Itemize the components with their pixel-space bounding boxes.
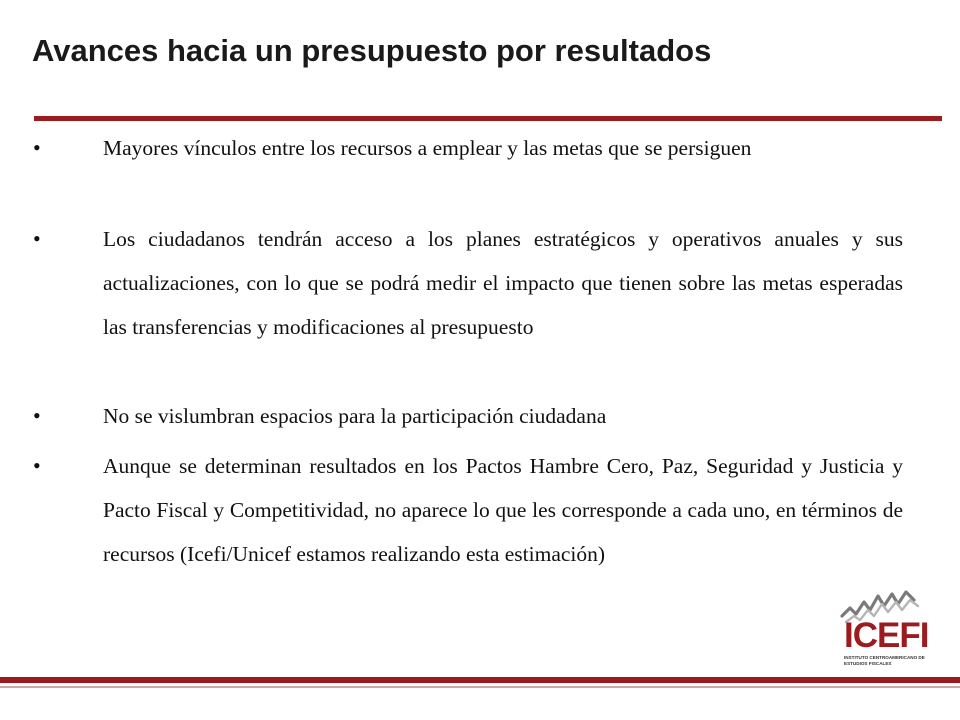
icefi-logo — [838, 586, 938, 678]
bullet-text: Mayores vínculos entre los recursos a emplear y las metas que se persiguen — [103, 136, 752, 160]
bullet-marker: • — [33, 403, 41, 428]
bullet-text: No se vislumbran espacios para la participación ciudadana — [103, 404, 607, 428]
title-divider — [34, 116, 942, 121]
bullet-text: Los ciudadanos tendrán acceso a los planes estratégicos y operativos anuales y sus actualizaciones, con lo que se podrá medir el impacto que tienen sobre las metas esperadas las transferencias y modificaciones al presupuesto — [103, 227, 903, 339]
bullet-marker: • — [33, 453, 41, 478]
slide-title: Avances hacia un presupuesto por resultados — [32, 33, 712, 68]
bullet-marker: • — [33, 135, 41, 160]
footer-rule — [0, 686, 960, 688]
bullet-text: Aunque se determinan resultados en los Pactos Hambre Cero, Paz, Seguridad y Justicia y Pacto Fiscal y Competitividad, no aparece lo que les corresponde a cada uno, en términos de recursos (Icefi/Unicef estamos realizando esta estimación) — [103, 454, 903, 566]
logo-subtitle: INSTITUTO CENTROAMERICANO DE ESTUDIOS FISCALES — [844, 655, 925, 666]
bullet-marker: • — [33, 226, 41, 251]
logo-wordmark: ICEFI — [844, 616, 929, 655]
footer-bar — [0, 677, 960, 683]
